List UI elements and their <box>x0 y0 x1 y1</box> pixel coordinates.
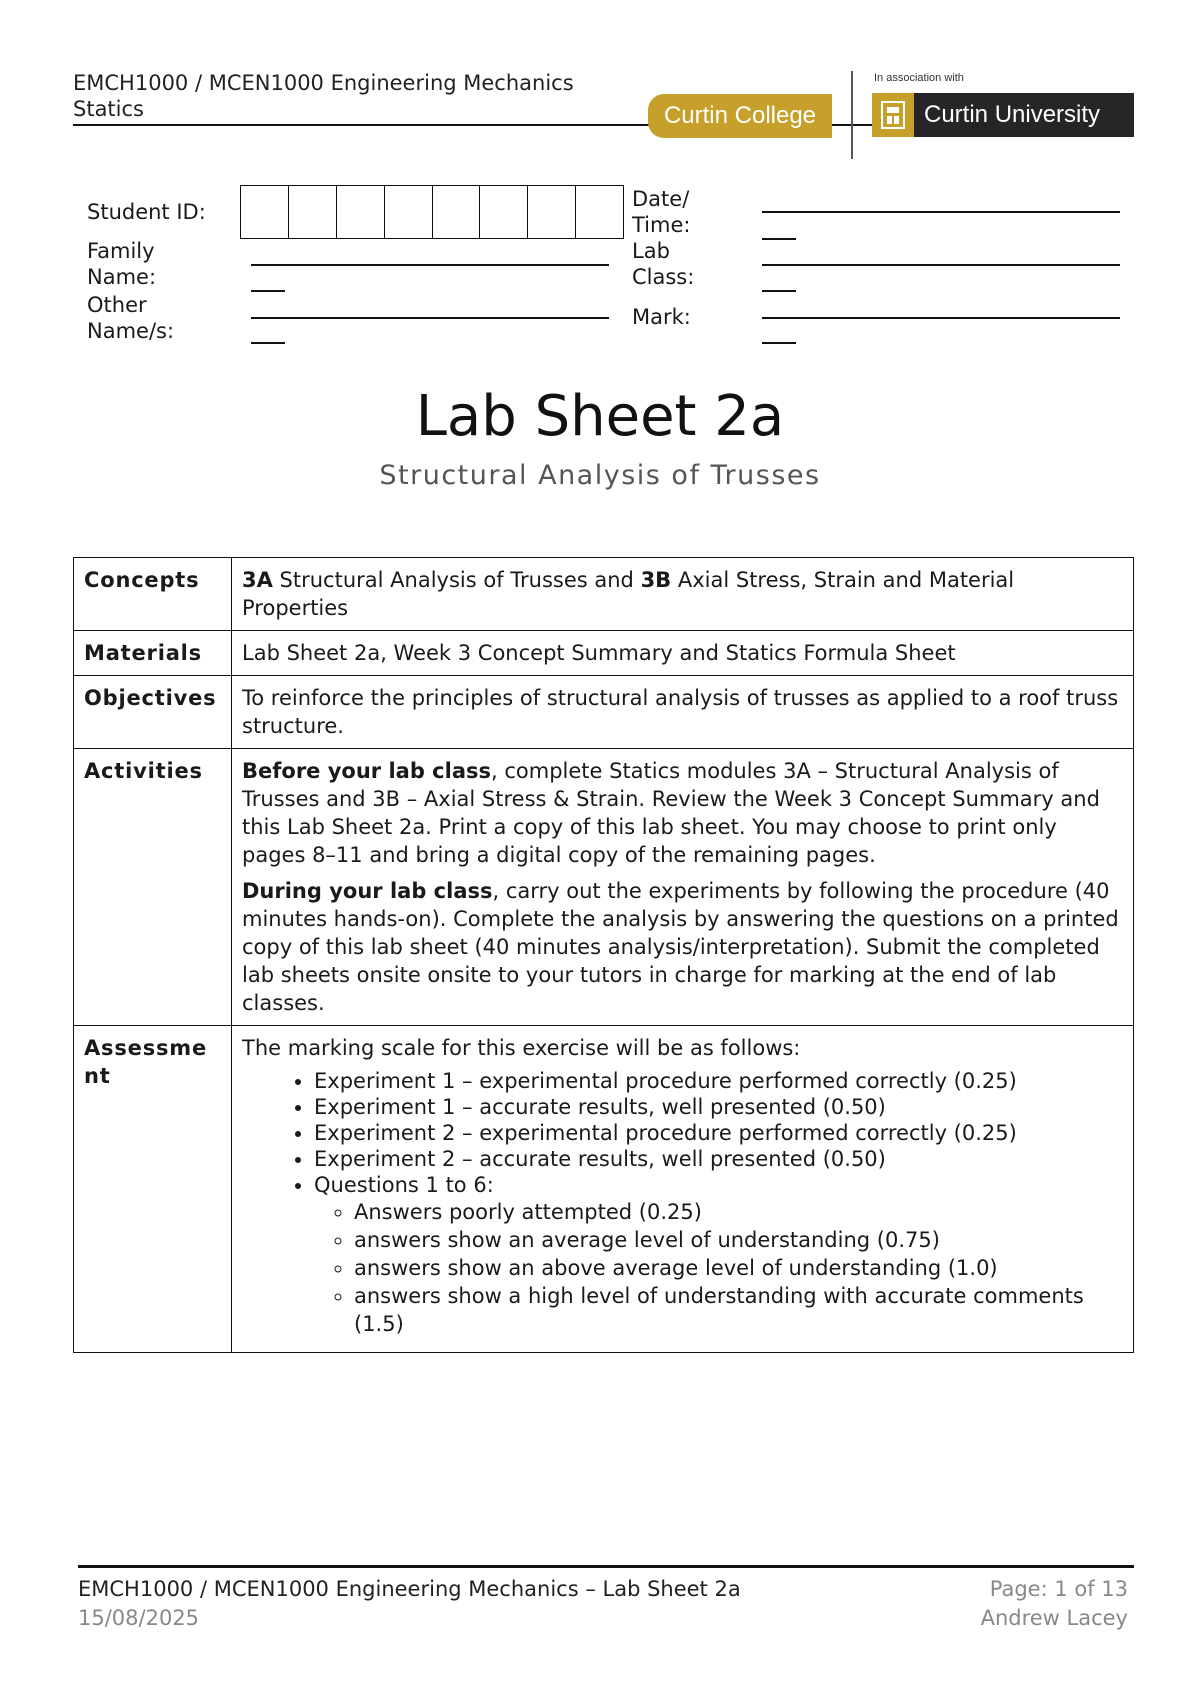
footer-left <box>78 1575 741 1633</box>
page-number: Page: 1 of 13 <box>989 1577 1128 1601</box>
lab-class-field[interactable] <box>762 264 1120 266</box>
questions-label: Questions 1 to 6: <box>314 1173 494 1197</box>
sub-list-item: ◦ answers show an average level of understanding (0.75) <box>354 1226 1123 1254</box>
footer-author: Andrew Lacey <box>980 1606 1128 1630</box>
list-item: • Experiment 1 – experimental procedure performed correctly (0.25) <box>314 1068 1123 1094</box>
concepts-code-b: 3B <box>640 568 672 592</box>
student-id-digit[interactable] <box>433 186 481 238</box>
student-id-digit[interactable] <box>241 186 289 238</box>
sub-list-item: ◦ Answers poorly attempted (0.25) <box>354 1198 1123 1226</box>
lab-class-label: Lab Class: <box>632 239 695 289</box>
assessment-cell <box>232 1026 1134 1353</box>
materials-label: Materials <box>74 631 232 676</box>
footer-right <box>981 1575 1128 1633</box>
date-time-field[interactable] <box>762 211 1120 213</box>
table-row-concepts <box>74 558 1134 631</box>
university-name: Curtin University <box>924 101 1101 128</box>
curtin-college-logo: Curtin College <box>648 94 832 138</box>
footer-title: EMCH1000 / MCEN1000 Engineering Mechanics – Lab Sheet 2a <box>78 1577 741 1601</box>
concepts-text-b: Axial Stress, Strain and Material Properties <box>242 568 1015 620</box>
crest-icon <box>872 93 914 137</box>
course-title: EMCH1000 / MCEN1000 Engineering Mechanics Statics <box>73 71 574 121</box>
objectives-label: Objectives <box>74 676 232 749</box>
assessment-label: Assessment <box>74 1026 232 1353</box>
table-row-assessment <box>74 1026 1134 1353</box>
footer-rule <box>78 1565 1134 1568</box>
concepts-text-a: Structural Analysis of Trusses and <box>272 568 641 592</box>
table-row-materials <box>74 631 1134 676</box>
page-title: Lab Sheet 2a <box>415 384 785 449</box>
concepts-code-a: 3A <box>242 568 273 592</box>
activities-label: Activities <box>74 749 232 1026</box>
objectives-text: To reinforce the principles of structural analysis of trusses as applied to a roof truss structure. <box>232 676 1134 749</box>
student-id-digit[interactable] <box>337 186 385 238</box>
curtin-university-logo <box>872 93 1134 137</box>
sub-list-item: ◦ answers show a high level of understanding with accurate comments (1.5) <box>354 1282 1123 1338</box>
concepts-cell <box>232 558 1134 631</box>
list-item: • Experiment 2 – accurate results, well presented (0.50) <box>314 1146 1123 1172</box>
family-name-label: Family Name: <box>87 239 157 289</box>
lab-class-field-end <box>762 290 796 292</box>
concepts-label: Concepts <box>74 558 232 631</box>
other-names-label: Other Name/s: <box>87 293 175 343</box>
during-lab-text: , carry out the experiments by following the procedure (40 minutes hands-on). Complete the analysis by answering the questions on a printed copy of this lab sheet (40 minutes analysis/interpretation). Submit the completed lab sheets onsite onsite to your tutors in charge for marking at the end of lab classes. <box>242 879 1119 1015</box>
before-lab-text: , complete Statics modules 3A – Structural Analysis of Trusses and 3B – Axial Stress & Strain. Review the Week 3 Concept Summary and this Lab Sheet 2a. Print a copy of this lab sheet. You may choose to print only pages 8–11 and bring a digital copy of the remaining pages. <box>242 759 1100 867</box>
date-time-label: Date/ Time: <box>632 187 691 237</box>
logo-divider <box>851 71 853 159</box>
sub-list-item: ◦ answers show an above average level of understanding (1.0) <box>354 1254 1123 1282</box>
association-text: In association with <box>874 72 964 84</box>
assessment-list <box>242 1068 1123 1338</box>
date-time-field-end <box>762 238 796 240</box>
activities-cell <box>232 749 1134 1026</box>
table-row-objectives <box>74 676 1134 749</box>
during-lab-paragraph <box>242 877 1123 1017</box>
student-id-digit[interactable] <box>289 186 337 238</box>
assessment-intro: The marking scale for this exercise will be as follows: <box>242 1036 801 1060</box>
other-names-field[interactable] <box>251 317 609 319</box>
lab-info-table <box>73 557 1134 1353</box>
mark-field[interactable] <box>762 317 1120 319</box>
student-id-digit[interactable] <box>480 186 528 238</box>
student-id-digit[interactable] <box>576 186 623 238</box>
family-name-field-end <box>251 290 285 292</box>
student-id-boxes[interactable] <box>240 185 624 239</box>
student-id-digit[interactable] <box>528 186 576 238</box>
list-item-questions <box>314 1172 1123 1338</box>
mark-field-end <box>762 342 796 344</box>
mark-label: Mark: <box>632 305 691 329</box>
page-subtitle: Structural Analysis of Trusses <box>379 460 821 491</box>
student-id-label: Student ID: <box>87 200 206 224</box>
other-names-field-end <box>251 342 285 344</box>
footer-date: 15/08/2025 <box>78 1606 200 1630</box>
before-lab-heading: Before your lab class <box>242 759 491 783</box>
questions-sublist <box>314 1198 1123 1338</box>
list-item: • Experiment 2 – experimental procedure performed correctly (0.25) <box>314 1120 1123 1146</box>
list-item: • Experiment 1 – accurate results, well presented (0.50) <box>314 1094 1123 1120</box>
family-name-field[interactable] <box>251 264 609 266</box>
table-row-activities <box>74 749 1134 1026</box>
student-id-digit[interactable] <box>385 186 433 238</box>
materials-text: Lab Sheet 2a, Week 3 Concept Summary and Statics Formula Sheet <box>232 631 1134 676</box>
before-lab-paragraph <box>242 757 1123 869</box>
during-lab-heading: During your lab class <box>242 879 493 903</box>
